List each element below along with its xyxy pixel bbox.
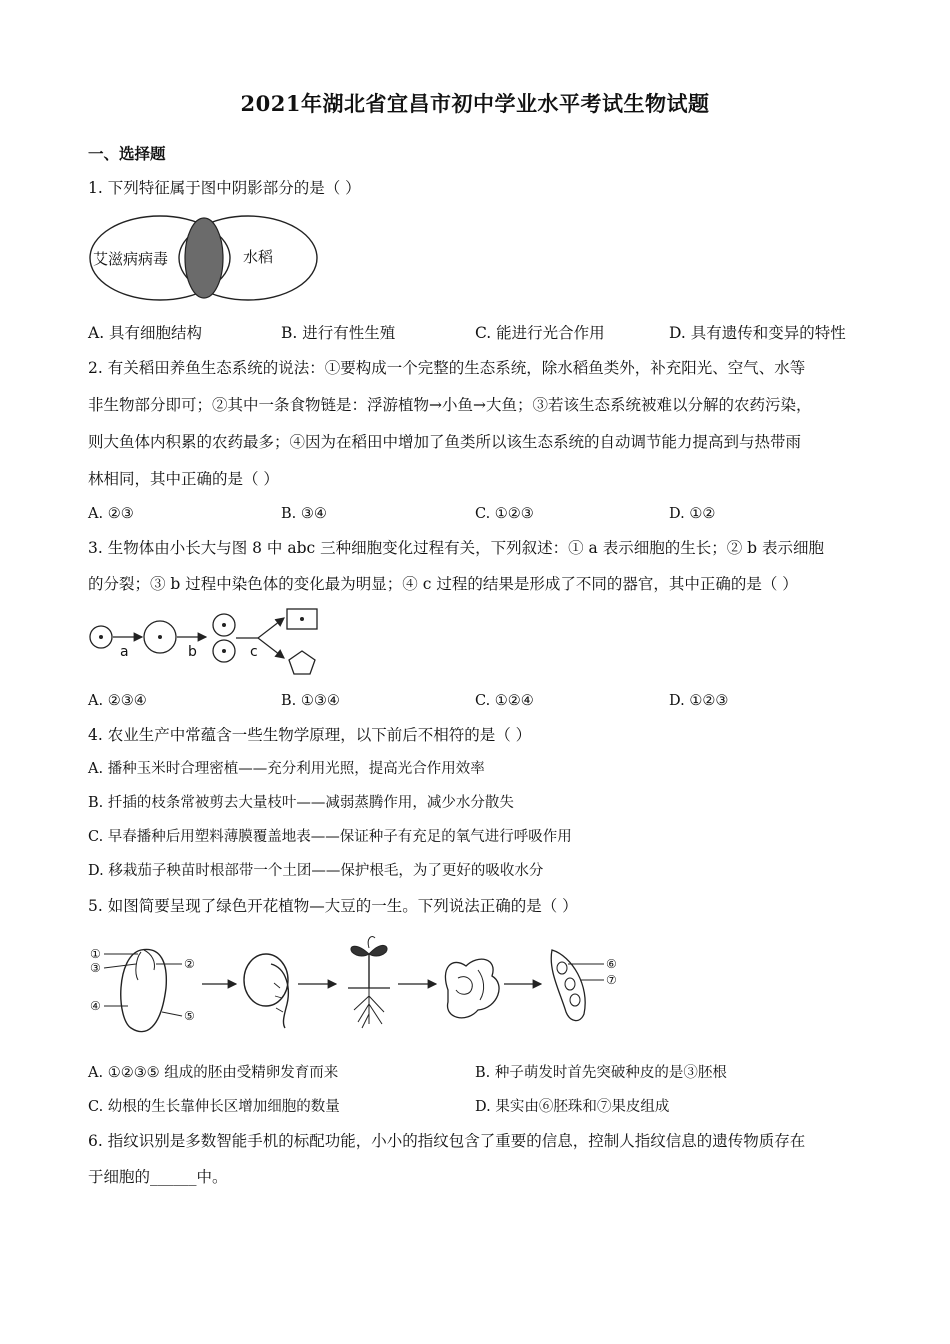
q2-option-c[interactable]: C. ①②③ bbox=[475, 506, 534, 522]
q1-stem: 1. 下列特征属于图中阴影部分的是（ ） bbox=[88, 179, 361, 197]
q3-option-d[interactable]: D. ①②③ bbox=[669, 693, 729, 709]
q2-option-d[interactable]: D. ①② bbox=[669, 506, 716, 522]
q2-option-b[interactable]: B. ③④ bbox=[281, 506, 327, 522]
q3-cell-diagram bbox=[88, 606, 328, 678]
q3-option-c[interactable]: C. ①②④ bbox=[475, 693, 534, 709]
q5-plant-lifecycle-diagram bbox=[86, 928, 626, 1038]
q2-stem-line-1: 2. 有关稻田养鱼生态系统的说法：①要构成一个完整的生态系统，除水稻鱼类外，补充阳光、空气、水等 bbox=[88, 359, 806, 377]
q6-stem-line-1: 6. 指纹识别是多数智能手机的标配功能，小小的指纹包含了重要的信息，控制人指纹信息的遗传物质存在 bbox=[88, 1132, 806, 1150]
q5-option-d[interactable]: D. 果实由⑥胚珠和⑦果皮组成 bbox=[475, 1099, 670, 1115]
q4-option-b[interactable]: B. 扦插的枝条常被剪去大量枝叶——减弱蒸腾作用，减少水分散失 bbox=[88, 795, 514, 811]
q5-stem: 5. 如图简要呈现了绿色开花植物—大豆的一生。下列说法正确的是（ ） bbox=[88, 897, 578, 915]
q4-option-d[interactable]: D. 移栽茄子秧苗时根部带一个土团——保护根毛，为了更好的吸收水分 bbox=[88, 863, 544, 879]
process-label-a: a bbox=[120, 644, 129, 660]
q5-option-a[interactable]: A. ①②③⑤ 组成的胚由受精卵发育而来 bbox=[88, 1065, 339, 1081]
section-heading: 一、选择题 bbox=[88, 144, 166, 163]
q3-option-b[interactable]: B. ①③④ bbox=[281, 693, 340, 709]
q5-option-c[interactable]: C. 幼根的生长靠伸长区增加细胞的数量 bbox=[88, 1099, 340, 1115]
process-label-b: b bbox=[188, 644, 197, 660]
q3-option-a[interactable]: A. ②③④ bbox=[88, 693, 147, 709]
process-label-c: c bbox=[250, 644, 258, 660]
seed-label-4: ④ bbox=[90, 999, 101, 1013]
q1-option-a[interactable]: A. 具有细胞结构 bbox=[88, 324, 203, 342]
q2-stem-line-4: 林相同，其中正确的是（ ） bbox=[88, 470, 279, 488]
q1-option-d[interactable]: D. 具有遗传和变异的特性 bbox=[669, 324, 846, 342]
q6-stem-line-2: 于细胞的______中。 bbox=[88, 1168, 228, 1186]
seed-label-3: ③ bbox=[90, 961, 101, 975]
seed-label-1: ① bbox=[90, 947, 101, 961]
q3-stem-line-1: 3. 生物体由小长大与图 8 中 abc 三种细胞变化过程有关，下列叙述：① a 表示细胞的生长；② b 表示细胞 bbox=[88, 539, 825, 557]
q4-stem: 4. 农业生产中常蕴含一些生物学原理，以下前后不相符的是（ ） bbox=[88, 726, 532, 744]
q2-stem-line-3: 则大鱼体内积累的农药最多；④因为在稻田中增加了鱼类所以该生态系统的自动调节能力提高到与热带雨 bbox=[88, 433, 802, 451]
q5-option-b[interactable]: B. 种子萌发时首先突破种皮的是③胚根 bbox=[475, 1065, 727, 1081]
q4-option-c[interactable]: C. 早春播种后用塑料薄膜覆盖地表——保证种子有充足的氧气进行呼吸作用 bbox=[88, 829, 572, 845]
q1-option-b[interactable]: B. 进行有性生殖 bbox=[281, 324, 396, 342]
venn-left-label: 艾滋病病毒 bbox=[93, 250, 169, 268]
q3-stem-line-2: 的分裂；③ b 过程中染色体的变化最为明显；④ c 过程的结果是形成了不同的器官，其中正确的是（ ） bbox=[88, 575, 798, 593]
seed-label-5: ⑤ bbox=[184, 1009, 195, 1023]
seed-label-2: ② bbox=[184, 957, 195, 971]
pod-label-6: ⑥ bbox=[606, 957, 617, 971]
q1-venn-diagram bbox=[88, 214, 323, 304]
q4-option-a[interactable]: A. 播种玉米时合理密植——充分利用光照，提高光合作用效率 bbox=[88, 761, 485, 777]
q1-option-c[interactable]: C. 能进行光合作用 bbox=[475, 324, 605, 342]
q2-stem-line-2: 非生物部分即可；②其中一条食物链是：浮游植物→小鱼→大鱼；③若该生态系统被难以分解的农药污染， bbox=[88, 396, 812, 414]
page-title: 2021年湖北省宜昌市初中学业水平考试生物试题 bbox=[240, 91, 710, 116]
venn-right-label: 水稻 bbox=[243, 248, 274, 266]
pod-label-7: ⑦ bbox=[606, 973, 617, 987]
q2-option-a[interactable]: A. ②③ bbox=[88, 506, 134, 522]
